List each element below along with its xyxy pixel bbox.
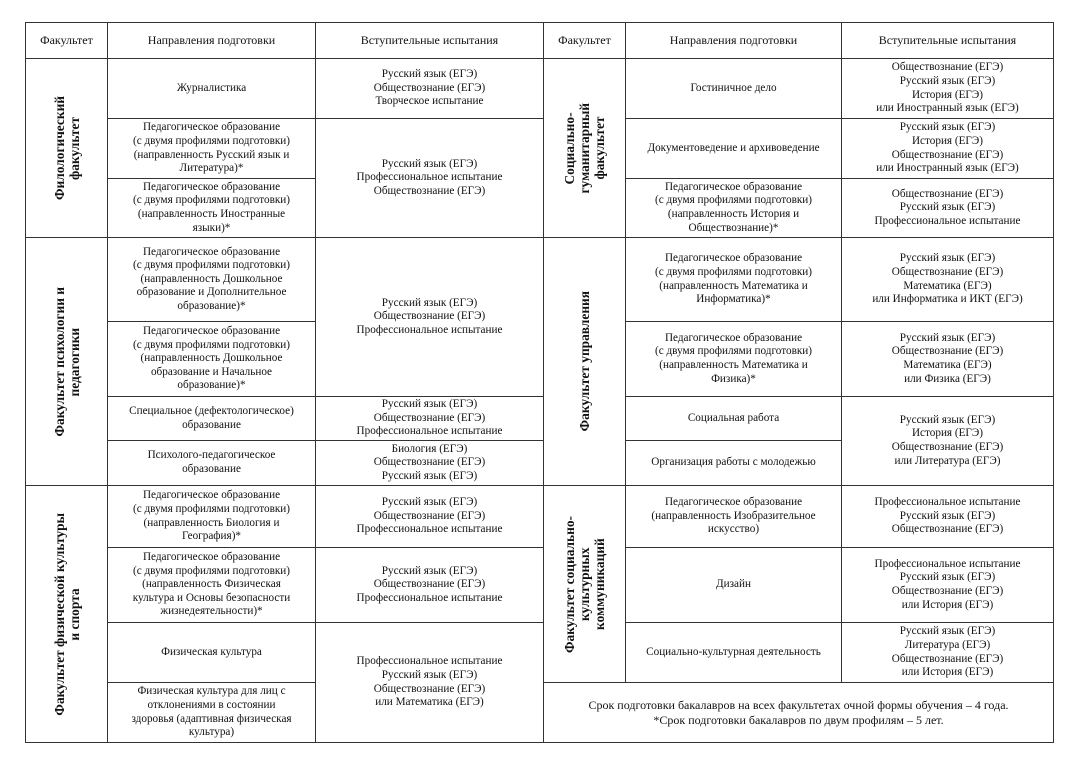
text-line: Русский язык (ЕГЭ) — [381, 68, 478, 81]
table-row — [26, 486, 1054, 548]
text-line: (с двумя профилями подготовки) — [132, 502, 291, 515]
direction-cell — [108, 238, 316, 322]
text-line: Русский язык (ЕГЭ) — [899, 571, 996, 584]
text-line: Журналистика — [176, 81, 247, 94]
text-line: Профессиональное испытание — [874, 214, 1021, 227]
text-line: Дизайн — [716, 578, 751, 591]
text-line: Факультет социально- — [562, 515, 577, 653]
text-line: (направленность Иностранные — [137, 208, 286, 220]
direction-cell — [108, 179, 316, 238]
text-line: и спорта — [66, 587, 82, 641]
text-line: Обществознание (ЕГЭ) — [373, 411, 486, 424]
text-line: образование)* — [177, 379, 246, 392]
text-line: Профессиональное испытание — [356, 425, 503, 438]
faculty-name — [52, 96, 82, 200]
text-line: Педагогическое образование — [664, 331, 803, 344]
exams-cell — [316, 623, 544, 743]
header-direction-right: Направления подготовки — [626, 23, 842, 59]
text-line: Обществознание (ЕГЭ) — [373, 81, 486, 94]
exams-cell — [842, 623, 1054, 683]
text-line: Обществознание (ЕГЭ) — [373, 184, 486, 197]
table-row — [26, 238, 1054, 322]
text-line: Русский язык (ЕГЭ) — [899, 121, 996, 134]
text-line: Русский язык (ЕГЭ) — [381, 496, 478, 509]
text-line: гуманитарный — [577, 102, 592, 194]
text-line: Русский язык (ЕГЭ) — [899, 331, 996, 344]
text-line: Педагогическое образование — [664, 252, 803, 265]
text-line: или История (ЕГЭ) — [901, 598, 994, 611]
text-line: Специальное (дефектологическое) — [129, 404, 294, 417]
text-line: Профессиональное испытание — [356, 323, 503, 336]
text-line: Факультет физической культуры — [51, 512, 67, 716]
text-line: факультет — [66, 116, 82, 180]
faculty-name — [52, 513, 82, 716]
text-line: Обществознание (ЕГЭ) — [891, 265, 1004, 278]
text-line: (направленность Биология и — [143, 516, 280, 529]
text-line: Русский язык (ЕГЭ) — [381, 668, 478, 681]
text-line: факультет — [592, 116, 607, 180]
text-line: *Срок подготовки бакалавров по двум профилям – 5 лет. — [653, 712, 944, 727]
text-line: искусство) — [707, 523, 760, 536]
direction-cell — [626, 119, 842, 179]
direction-cell — [626, 238, 842, 322]
text-line: Физическая культура — [161, 645, 262, 658]
header-exams-left: Вступительные испытания — [316, 23, 544, 59]
text-line: Профессиональное испытание — [356, 171, 503, 184]
text-line: Педагогическое образование — [142, 180, 281, 193]
text-line: Профессиональное испытание — [874, 496, 1021, 509]
text-line: (с двумя профилями подготовки) — [132, 194, 291, 207]
direction-cell — [626, 179, 842, 238]
text-line: Филологический — [51, 96, 67, 200]
text-line: Педагогическое образование — [142, 489, 281, 502]
text-line: Обществознание (ЕГЭ) — [373, 509, 486, 522]
header-row — [26, 23, 1054, 59]
text-line: (с двумя профилями подготовки) — [132, 134, 291, 147]
text-line: (направленность История и — [667, 208, 800, 220]
text-line: (направленность Дошкольное — [140, 352, 283, 365]
text-line: Психолого-педагогическое — [147, 449, 276, 462]
text-line: или Информатика и ИКТ (ЕГЭ) — [872, 293, 1023, 306]
text-line: Математика (ЕГЭ) — [903, 279, 992, 292]
text-line: Обществознание (ЕГЭ) — [891, 523, 1004, 536]
text-line: Организация работы с молодежью — [651, 456, 816, 469]
text-line: образование и Начальное — [150, 365, 273, 378]
faculty-name — [562, 516, 607, 653]
text-line: Факультет управления — [577, 291, 592, 432]
text-line: Профессиональное испытание — [874, 557, 1021, 570]
exams-cell — [316, 548, 544, 623]
text-line: Социально-культурная деятельность — [646, 645, 821, 658]
text-line: Обществознание (ЕГЭ) — [373, 578, 486, 591]
direction-cell — [626, 548, 842, 623]
text-line: Педагогическое образование — [664, 496, 803, 509]
faculty-name — [52, 287, 82, 436]
text-line: отклонениями в состоянии — [147, 698, 276, 711]
table-row — [26, 397, 1054, 441]
text-line: Русский язык (ЕГЭ) — [899, 509, 996, 522]
text-line: Социальная работа — [687, 411, 780, 424]
exams-cell — [842, 548, 1054, 623]
text-line: Русский язык (ЕГЭ) — [381, 398, 478, 411]
text-line: или Иностранный язык (ЕГЭ) — [876, 162, 1019, 175]
text-line: Биология (ЕГЭ) — [391, 442, 468, 455]
exams-cell — [316, 238, 544, 397]
text-line: Русский язык (ЕГЭ) — [899, 74, 996, 87]
text-line: История (ЕГЭ) — [911, 134, 984, 147]
text-line: коммуникаций — [592, 538, 607, 630]
table-row — [26, 59, 1054, 119]
text-line: Физика)* — [711, 372, 756, 385]
direction-cell — [108, 623, 316, 683]
text-line: Обществознание (ЕГЭ) — [373, 456, 486, 469]
faculty-management — [544, 238, 626, 486]
text-line: Русский язык (ЕГЭ) — [381, 296, 478, 309]
faculty-name — [577, 291, 592, 431]
text-line: Обществознание (ЕГЭ) — [891, 345, 1004, 358]
faculty-culture — [544, 486, 626, 683]
text-line: Документоведение и архивоведение — [647, 141, 820, 154]
exams-cell — [842, 179, 1054, 238]
direction-cell — [626, 441, 842, 486]
text-line: Педагогическое образование — [142, 245, 281, 258]
text-line: Русский язык (ЕГЭ) — [381, 469, 478, 482]
exams-cell — [316, 59, 544, 119]
text-line: Обществознание (ЕГЭ) — [891, 148, 1004, 161]
text-line: Русский язык (ЕГЭ) — [899, 413, 996, 426]
faculty-sport — [26, 486, 108, 743]
text-line: Профессиональное испытание — [356, 591, 503, 604]
direction-cell — [108, 322, 316, 397]
text-line: Творческое испытание — [375, 95, 484, 108]
text-line: Профессиональное испытание — [356, 523, 503, 536]
text-line: (с двумя профилями подготовки) — [654, 345, 813, 358]
text-line: Факультет психологии и — [51, 286, 67, 437]
table-row — [26, 623, 1054, 683]
text-line: или Математика (ЕГЭ) — [375, 696, 484, 709]
exams-cell — [842, 322, 1054, 397]
table-row — [26, 548, 1054, 623]
text-line: Литература (ЕГЭ) — [904, 638, 991, 651]
text-line: педагогики — [66, 327, 82, 396]
text-line: образование)* — [177, 299, 246, 312]
text-line: образование — [182, 418, 241, 431]
exams-cell — [842, 238, 1054, 322]
text-line: Русский язык (ЕГЭ) — [899, 252, 996, 265]
text-line: образование и Дополнительное — [136, 286, 287, 299]
direction-cell — [108, 119, 316, 179]
direction-cell — [626, 322, 842, 397]
header-direction-left: Направления подготовки — [108, 23, 316, 59]
admission-table — [25, 22, 1054, 743]
text-line: Обществознание (ЕГЭ) — [373, 310, 486, 323]
exams-cell — [842, 397, 1054, 486]
text-line: Информатика)* — [696, 293, 771, 306]
text-line: Педагогическое образование — [142, 121, 281, 134]
text-line: Обществознание (ЕГЭ) — [891, 585, 1004, 597]
text-line: Педагогическое образование — [142, 551, 281, 564]
text-line: Обществознание (ЕГЭ) — [891, 187, 1004, 200]
text-line: или Иностранный язык (ЕГЭ) — [876, 102, 1019, 115]
text-line: (направленность Изобразительное — [651, 509, 816, 522]
text-line: Физическая культура для лиц с — [137, 685, 286, 698]
text-line: История (ЕГЭ) — [911, 427, 984, 440]
header-faculty-right: Факультет — [544, 23, 626, 59]
direction-cell — [626, 397, 842, 441]
text-line: культура и Основы безопасности — [132, 591, 291, 604]
text-line: Математика (ЕГЭ) — [903, 359, 992, 371]
direction-cell — [108, 441, 316, 486]
text-line: (направленность Дошкольное — [140, 272, 283, 285]
text-line: Русский язык (ЕГЭ) — [899, 625, 996, 638]
text-line: Социально- — [562, 111, 577, 185]
text-line: (направленность Математика и — [659, 359, 808, 371]
faculty-name — [562, 103, 607, 194]
exams-cell — [316, 397, 544, 441]
text-line: (с двумя профилями подготовки) — [132, 338, 291, 351]
text-line: Срок подготовки бакалавров на всех факультетах очной формы обучения – 4 года. — [588, 697, 1009, 712]
text-line: Обществознание)* — [688, 221, 779, 234]
text-line: образование — [182, 463, 241, 475]
text-line: Обществознание (ЕГЭ) — [891, 652, 1004, 665]
text-line: Педагогическое образование — [142, 325, 281, 338]
text-line: здоровья (адаптивная физическая — [131, 712, 292, 725]
text-line: География)* — [181, 530, 242, 543]
faculty-social-humanitarian — [544, 59, 626, 238]
direction-cell — [108, 486, 316, 548]
text-line: или Физика (ЕГЭ) — [904, 372, 991, 385]
text-line: Профессиональное испытание — [356, 655, 503, 668]
exams-cell — [316, 441, 544, 486]
direction-cell — [626, 486, 842, 548]
text-line: (направленность Русский язык и — [133, 148, 290, 161]
direction-cell — [108, 59, 316, 119]
text-line: или Литература (ЕГЭ) — [894, 454, 1001, 467]
text-line: История (ЕГЭ) — [911, 88, 984, 101]
text-line: Русский язык (ЕГЭ) — [381, 564, 478, 577]
direction-cell — [626, 623, 842, 683]
text-line: (с двумя профилями подготовки) — [132, 259, 291, 272]
text-line: Обществознание (ЕГЭ) — [891, 61, 1004, 74]
text-line: Обществознание (ЕГЭ) — [373, 682, 486, 695]
text-line: Литература)* — [179, 162, 244, 175]
exams-cell — [316, 486, 544, 548]
direction-cell — [108, 397, 316, 441]
text-line: (с двумя профилями подготовки) — [654, 194, 813, 207]
text-line: Обществознание (ЕГЭ) — [891, 441, 1004, 453]
text-line: (с двумя профилями подготовки) — [654, 265, 813, 278]
exams-cell — [842, 486, 1054, 548]
exams-cell — [842, 119, 1054, 179]
text-line: жизнедеятельности)* — [160, 605, 263, 618]
text-line: Русский язык (ЕГЭ) — [381, 157, 478, 170]
faculty-psychology — [26, 238, 108, 486]
direction-cell — [626, 59, 842, 119]
header-faculty-left: Факультет — [26, 23, 108, 59]
faculty-philology — [26, 59, 108, 238]
text-line: культура) — [188, 726, 235, 739]
text-line: (с двумя профилями подготовки) — [132, 564, 291, 577]
exams-cell — [316, 119, 544, 238]
direction-cell — [108, 683, 316, 743]
text-line: или История (ЕГЭ) — [901, 666, 994, 679]
text-line: языки)* — [192, 221, 231, 234]
study-duration-notes — [544, 683, 1054, 743]
direction-cell — [108, 548, 316, 623]
text-line: Педагогическое образование — [664, 180, 803, 193]
exams-cell — [842, 59, 1054, 119]
header-exams-right: Вступительные испытания — [842, 23, 1054, 59]
table-row — [26, 119, 1054, 179]
admission-table-page — [25, 22, 1053, 743]
text-line: культурных — [577, 547, 592, 621]
text-line: (направленность Физическая — [142, 578, 281, 591]
text-line: Русский язык (ЕГЭ) — [899, 201, 996, 214]
text-line: Гостиничное дело — [690, 81, 777, 94]
text-line: (направленность Математика и — [659, 279, 808, 292]
